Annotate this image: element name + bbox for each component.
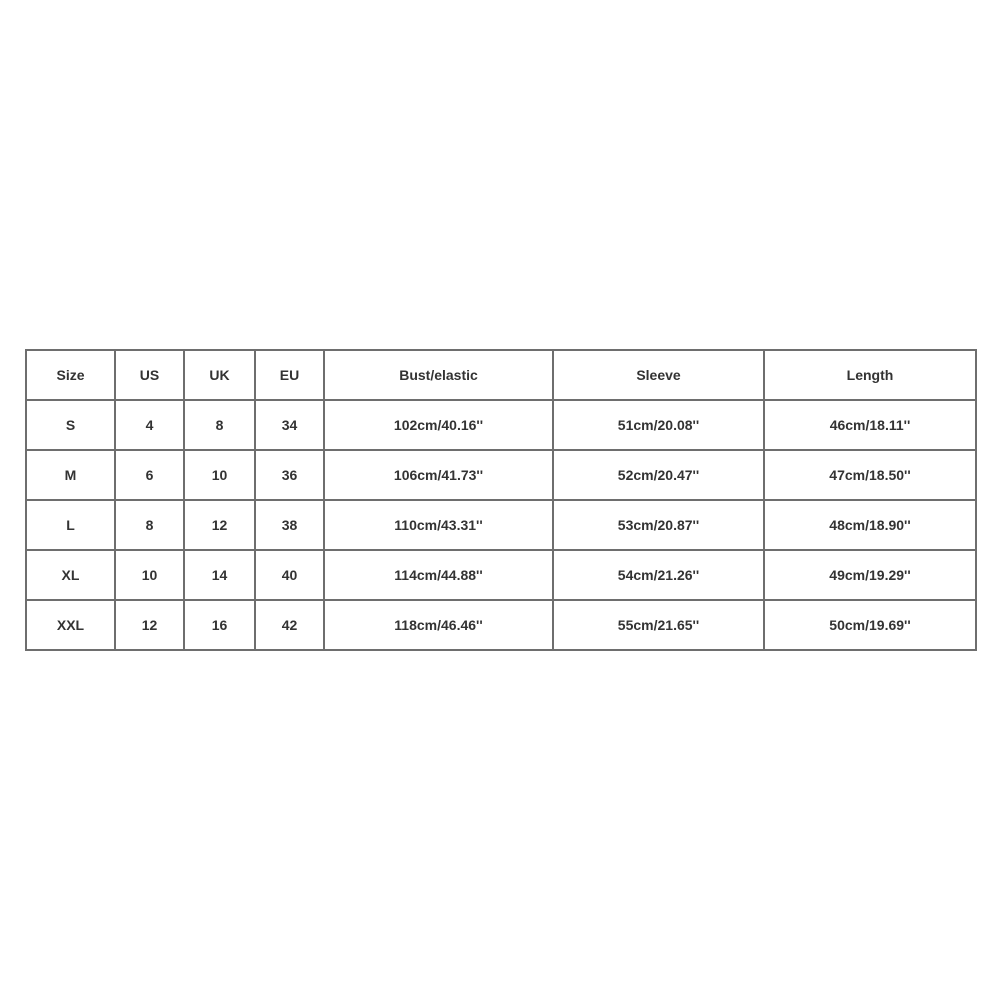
header-size: Size: [26, 350, 115, 400]
cell-sleeve: 55cm/21.65'': [553, 600, 764, 650]
cell-uk: 12: [184, 500, 255, 550]
table-row: [26, 400, 976, 450]
cell-length: 49cm/19.29'': [764, 550, 976, 600]
cell-bust: 118cm/46.46'': [324, 600, 553, 650]
cell-size: XXL: [26, 600, 115, 650]
header-uk: UK: [184, 350, 255, 400]
cell-us: 10: [115, 550, 184, 600]
cell-uk: 14: [184, 550, 255, 600]
cell-length: 46cm/18.11'': [764, 400, 976, 450]
cell-bust: 114cm/44.88'': [324, 550, 553, 600]
header-us: US: [115, 350, 184, 400]
table-header-row: [26, 350, 976, 400]
header-length: Length: [764, 350, 976, 400]
cell-eu: 36: [255, 450, 324, 500]
cell-bust: 106cm/41.73'': [324, 450, 553, 500]
table-row: [26, 500, 976, 550]
cell-us: 4: [115, 400, 184, 450]
cell-us: 6: [115, 450, 184, 500]
cell-uk: 16: [184, 600, 255, 650]
cell-eu: 42: [255, 600, 324, 650]
cell-sleeve: 53cm/20.87'': [553, 500, 764, 550]
cell-length: 48cm/18.90'': [764, 500, 976, 550]
cell-eu: 40: [255, 550, 324, 600]
cell-sleeve: 52cm/20.47'': [553, 450, 764, 500]
cell-bust: 102cm/40.16'': [324, 400, 553, 450]
header-bust: Bust/elastic: [324, 350, 553, 400]
cell-sleeve: 51cm/20.08'': [553, 400, 764, 450]
cell-length: 50cm/19.69'': [764, 600, 976, 650]
cell-us: 12: [115, 600, 184, 650]
header-eu: EU: [255, 350, 324, 400]
header-sleeve: Sleeve: [553, 350, 764, 400]
cell-sleeve: 54cm/21.26'': [553, 550, 764, 600]
table-row: [26, 600, 976, 650]
cell-uk: 8: [184, 400, 255, 450]
cell-bust: 110cm/43.31'': [324, 500, 553, 550]
table-row: [26, 550, 976, 600]
cell-eu: 34: [255, 400, 324, 450]
cell-size: M: [26, 450, 115, 500]
cell-size: S: [26, 400, 115, 450]
cell-us: 8: [115, 500, 184, 550]
table-row: [26, 450, 976, 500]
cell-eu: 38: [255, 500, 324, 550]
cell-size: XL: [26, 550, 115, 600]
size-chart-table: [25, 349, 977, 651]
cell-uk: 10: [184, 450, 255, 500]
cell-length: 47cm/18.50'': [764, 450, 976, 500]
cell-size: L: [26, 500, 115, 550]
